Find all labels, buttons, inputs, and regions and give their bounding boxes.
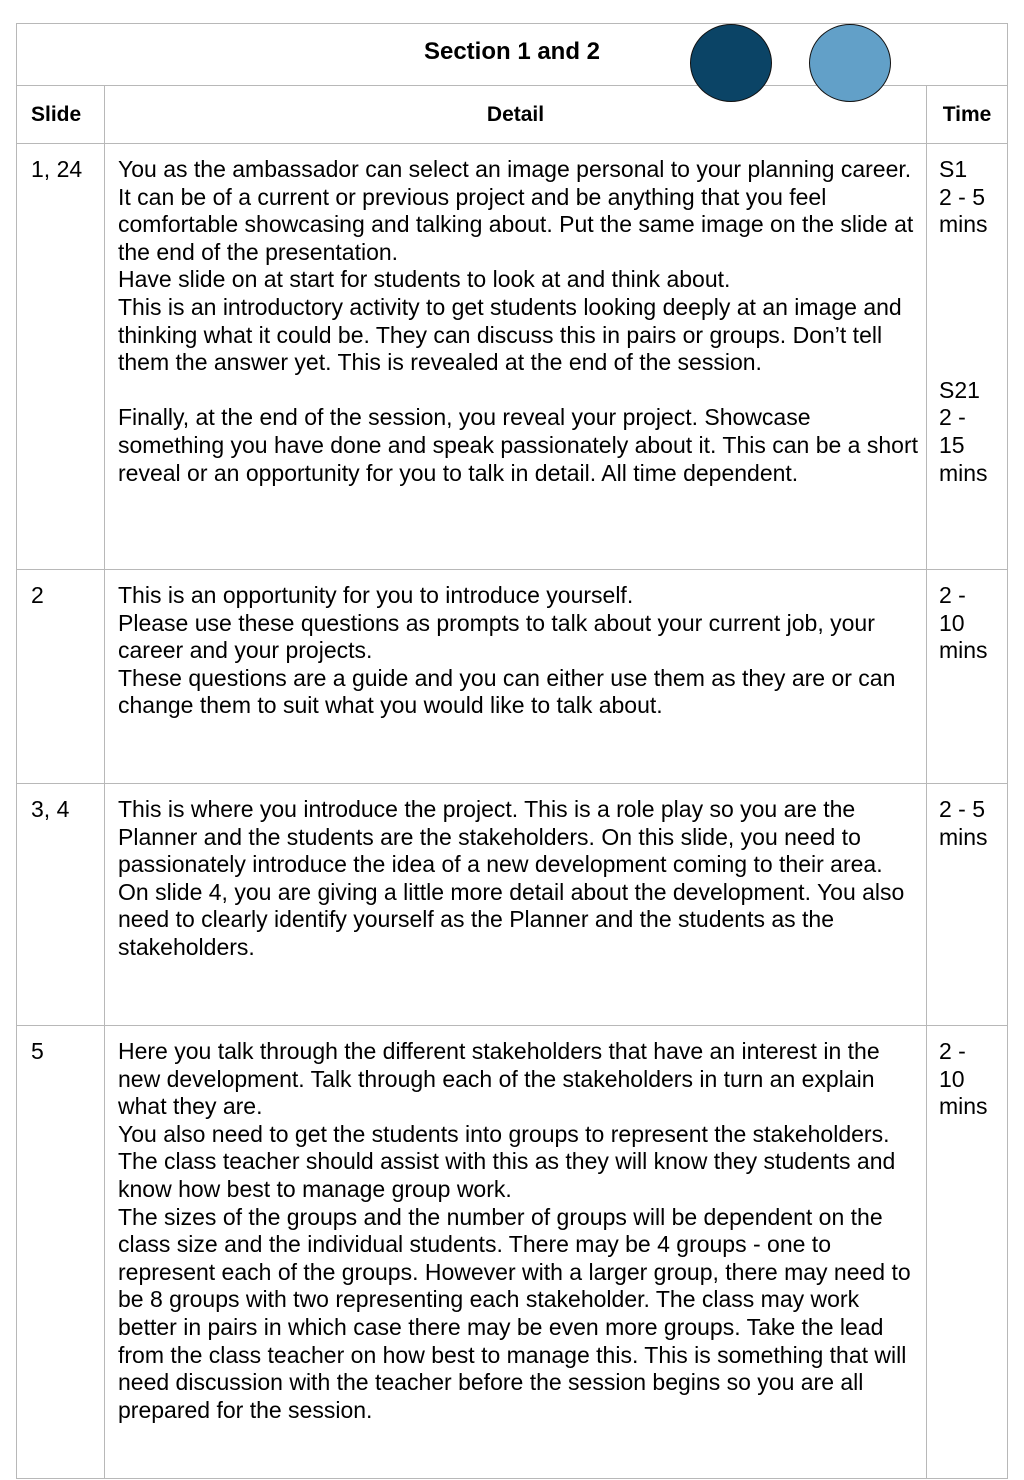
detail-text: This is an opportunity for you to introduce yourself. Please use these questions as prompts to talk about your current job, your career and your projects. These questions are a guide and you can either use them as they are or can change them to suit what you would like to talk about. xyxy=(118,582,896,719)
time-cell xyxy=(927,570,1008,784)
detail-cell xyxy=(105,144,927,570)
time-text: S21 2 - 15 mins xyxy=(939,376,988,486)
detail-text: Here you talk through the different stakeholders that have an interest in the new development. Talk through each of the stakeholders in turn an explain what they are. You also need to get the students into groups to represent the stakeholders. The class teacher should assist with this as they will know they students and know how best to manage group work. The sizes of the groups and the number of groups will be dependent on the class size and the individual students. There may be 4 groups - one to represent each of the groups. However with a larger group, there may need to be 8 groups with two representing each stakeholder. The class may work better in pairs in which case there may be even more groups. Take the lead from the class teacher on how best to manage this. This is something that will need discussion with the teacher before the session begins so you are all prepared for the session. xyxy=(118,1038,911,1423)
time-cell xyxy=(927,1026,1008,1479)
header-time: Time xyxy=(927,86,1008,144)
slide-number: 2 xyxy=(31,582,44,608)
table-row xyxy=(17,784,1008,1026)
table-row xyxy=(17,1026,1008,1479)
time-text: S1 2 - 5 mins xyxy=(939,156,988,238)
time-text: 2 - 5 mins xyxy=(939,796,988,850)
dark-blue-circle xyxy=(690,24,772,102)
table-row xyxy=(17,144,1008,570)
detail-text: Finally, at the end of the session, you reveal your project. Showcase something you have done and speak passionately about it. This can be a short reveal or an opportunity for you to talk in detail. All time dependent. xyxy=(118,404,925,486)
slide-cell xyxy=(17,144,105,570)
session-plan-table xyxy=(16,23,1008,1479)
paragraph-gap xyxy=(118,377,918,405)
detail-text: You as the ambassador can select an image personal to your planning career. It can be of a current or previous project and be anything that you feel comfortable showcasing and talking about. Put the same image on the slide at the end of the presentation. Have slide on at start for students to look at and think about. This is an introductory activity to get students looking deeply at an image and thinking what it could be. They can discuss this in pairs or groups. Don’t tell them the answer yet. This is revealed at the end of the session. xyxy=(118,156,914,376)
time-gap xyxy=(939,239,1003,377)
slide-cell xyxy=(17,784,105,1026)
header-detail: Detail xyxy=(105,86,927,144)
slide-cell xyxy=(17,570,105,784)
light-blue-circle xyxy=(809,24,891,102)
table-title: Section 1 and 2 xyxy=(423,37,601,65)
detail-cell xyxy=(105,784,927,1026)
time-cell xyxy=(927,784,1008,1026)
slide-cell xyxy=(17,1026,105,1479)
time-text: 2 - 10 mins xyxy=(939,582,988,664)
detail-text: This is where you introduce the project. This is a role play so you are the Planner and the students are the stakeholders. On this slide, you need to passionately introduce the idea of a new development coming to their area. On slide 4, you are giving a little more detail about the development. You also need to clearly identify yourself as the Planner and the students as the stakeholders. xyxy=(118,796,905,960)
time-text: 2 - 10 mins xyxy=(939,1038,988,1120)
table-row xyxy=(17,570,1008,784)
slide-number: 1, 24 xyxy=(31,156,83,182)
slide-number: 5 xyxy=(31,1038,44,1064)
detail-cell xyxy=(105,1026,927,1479)
time-cell xyxy=(927,144,1008,570)
header-slide: Slide xyxy=(17,86,105,144)
slide-number: 3, 4 xyxy=(31,796,70,822)
detail-cell xyxy=(105,570,927,784)
